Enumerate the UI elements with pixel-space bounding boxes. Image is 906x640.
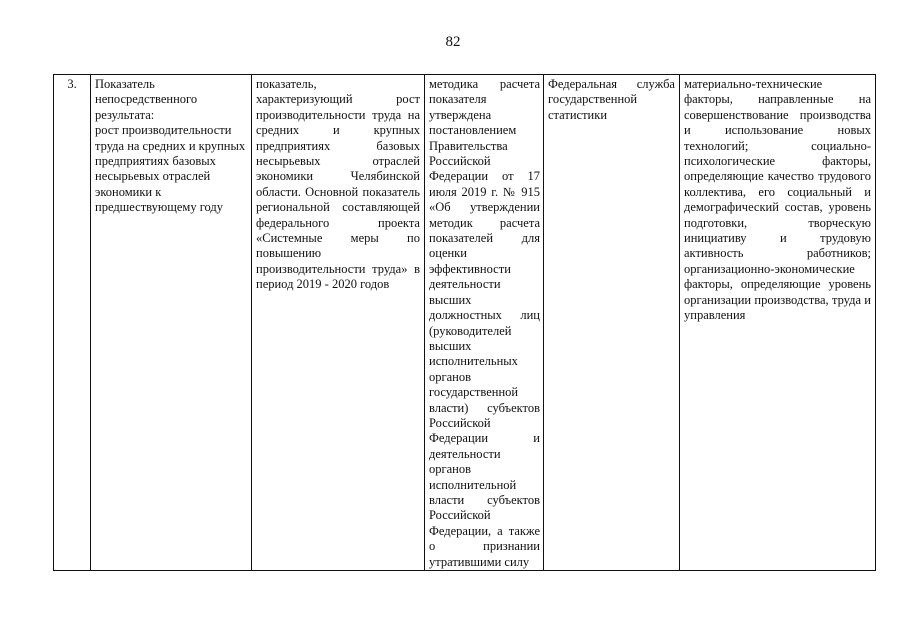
indicator-name-cell [91,75,252,571]
row-number: 3. [67,77,77,91]
table-row [54,75,876,571]
page-number: 82 [445,34,461,50]
indicator-name-line: непосредственного [95,92,198,107]
indicator-name-line: результата: [95,107,155,122]
methodology-cell [425,75,544,571]
indicator-description-cell [252,75,425,571]
indicator-name-line: Показатель [95,77,155,91]
indicator-description-first: показатель, [256,77,317,91]
indicator-name-text: рост производительности труда на средних и крупных предприятиях базовых несырьевых отраслей экономики к предшествующему году [95,123,246,215]
indicator-description-text: характеризующий рост производительности труда на средних и крупных предприятиях базовых несырьевых отраслей экономики Челябинской области. Основной показатель региональной составляющей федерального проекта «Системные меры по повышению производительности труда» в период 2019 - 2020 годов [256,92,420,292]
methodology-text: методика расчета показателя утверждена постановлением Правительства Российской Федерации от 17 июля 2019 г. № 915 «Об утверждении методик расчета показателей для оценки эффективности деятельности высших должностных лиц (руководителей высших исполнительных органов государственной власти) субъектов Российской Федерации и деятельности органов исполнительной власти субъектов Российской Федерации, а также о признании утратившими силу [429,77,540,569]
factors-text: материально-технические факторы, направленные на совершенствование производства и использование новых технологий; социально-психологические факторы, определяющие качество трудового коллектива, его социальный и демографический состав, уровень подготовки, творческую инициативу и трудовую активность работников; организационно-экономические факторы, определяющие уровень организации производства, труда и управления [684,77,871,323]
data-source-text: Федеральная служба государственной статистики [548,77,675,122]
indicator-table [53,74,876,571]
data-source-cell [544,75,680,571]
factors-cell [680,75,876,571]
row-number-cell [54,75,91,571]
